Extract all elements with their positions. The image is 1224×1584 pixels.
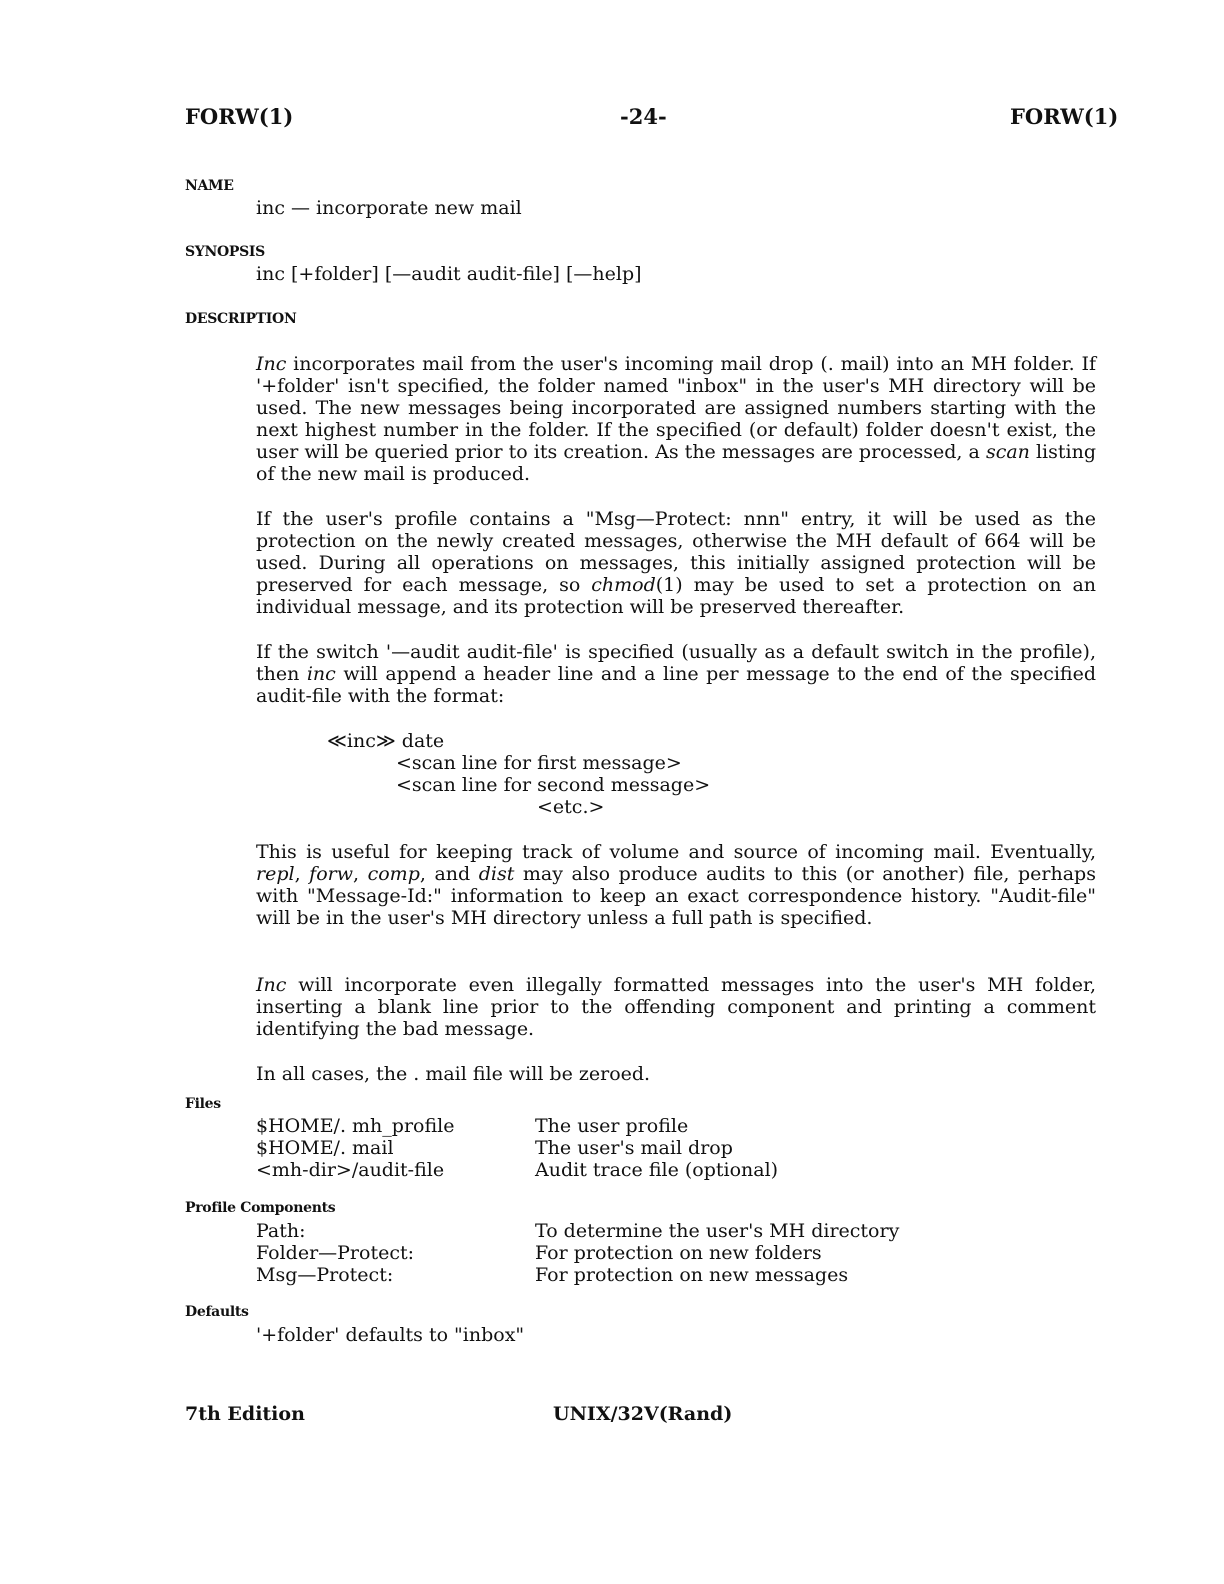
profile-component-name: Msg—Protect: — [256, 1264, 394, 1286]
description-paragraph-5: Inc will incorporate even illegally formatted messages into the user's MH folder, inserting a blank line prior to the offending component and printing a comment identifying the bad message. — [256, 974, 1096, 1040]
inc-command-name: inc — [306, 663, 336, 685]
dist-command-name: dist — [478, 863, 515, 885]
chmod-command-name: chmod — [591, 574, 656, 596]
description-paragraph-1: Inc incorporates mail from the user's incoming mail drop (. mail) into an MH folder. If '+folder' isn't specified, the folder named "inbox" in the user's MH directory will be used. The new messages being incorporated are assigned numbers starting with the next highest number in the folder. If the specified (or default) folder doesn't exist, the user will be queried prior to its creation. As the messages are processed, a scan listing of the new mail is produced. — [256, 353, 1096, 485]
description-paragraph-3: If the switch '—audit audit-file' is specified (usually as a default switch in the profile), then inc will append a header line and a line per message to the end of the specified audit-file with the format: — [256, 641, 1096, 707]
file-path: $HOME/. mh_profile — [256, 1115, 455, 1137]
inc-command-name: Inc — [256, 974, 287, 996]
synopsis-heading: SYNOPSIS — [185, 244, 265, 260]
description-paragraph-4: This is useful for keeping track of volume and source of incoming mail. Eventually, repl, forw, comp, and dist may also produce audits to this (or another) file, perhaps with "Message-Id:" information to keep an exact correspondence history. "Audit-file" will be in the user's MH directory unless a full path is specified. — [256, 841, 1096, 929]
inc-command-name: Inc — [256, 353, 287, 375]
file-description: The user's mail drop — [535, 1137, 733, 1159]
file-path: $HOME/. mail — [256, 1137, 394, 1159]
format-line-2: <scan line for first message> — [396, 752, 682, 774]
defaults-text: '+folder' defaults to "inbox" — [256, 1324, 525, 1346]
file-description: Audit trace file (optional) — [535, 1159, 779, 1181]
comp-command-name: comp — [367, 863, 420, 885]
name-text: inc — incorporate new mail — [256, 197, 522, 219]
profile-component-description: For protection on new messages — [535, 1264, 849, 1286]
format-line-1: ≪inc≫ date — [327, 730, 445, 752]
format-line-3: <scan line for second message> — [396, 774, 711, 796]
defaults-heading: Defaults — [185, 1304, 249, 1320]
footer-edition: 7th Edition — [185, 1403, 305, 1425]
profile-component-name: Folder—Protect: — [256, 1242, 415, 1264]
footer-system: UNIX/32V(Rand) — [553, 1403, 733, 1425]
forw-command-name: forw — [309, 863, 353, 885]
description-paragraph-6: In all cases, the . mail file will be zeroed. — [256, 1063, 651, 1085]
description-paragraph-2: If the user's profile contains a "Msg—Protect: nnn" entry, it will be used as the protection on the newly created messages, otherwise the MH default of 664 will be used. During all operations on messages, this initially assigned protection will be preserved for each message, so chmod(1) may be used to set a protection on an individual message, and its protection will be preserved thereafter. — [256, 508, 1097, 618]
format-line-4: <etc.> — [537, 796, 605, 818]
description-heading: DESCRIPTION — [185, 311, 297, 327]
header-right: FORW(1) — [1010, 104, 1119, 129]
synopsis-text: inc [+folder] [—audit audit-file] [—help] — [256, 263, 642, 285]
profile-components-heading: Profile Components — [185, 1200, 336, 1216]
profile-component-description: For protection on new folders — [535, 1242, 822, 1264]
profile-component-description: To determine the user's MH directory — [535, 1220, 900, 1242]
header-left: FORW(1) — [185, 104, 294, 129]
file-description: The user profile — [535, 1115, 689, 1137]
repl-command-name: repl — [256, 863, 295, 885]
files-heading: Files — [185, 1096, 221, 1112]
file-path: <mh-dir>/audit-file — [256, 1159, 445, 1181]
scan-command-name: scan — [985, 441, 1030, 463]
profile-component-name: Path: — [256, 1220, 306, 1242]
name-heading: NAME — [185, 178, 234, 194]
page-number: -24- — [620, 104, 667, 129]
